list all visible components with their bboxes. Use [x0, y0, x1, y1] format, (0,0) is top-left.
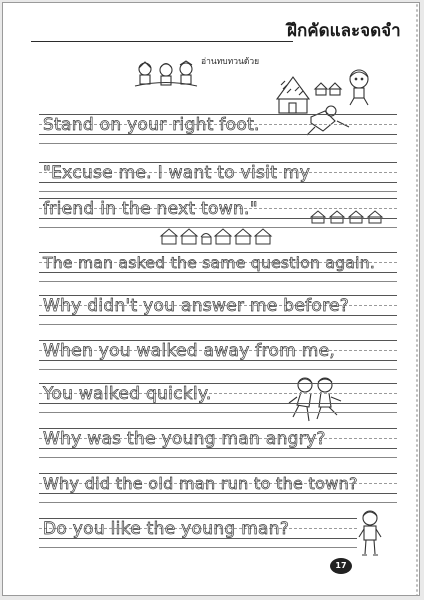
page-title: ฝึกคัดและจดจำ [287, 21, 401, 41]
practice-row [39, 428, 397, 458]
practice-row [39, 198, 397, 228]
trace-sentence: You walked quickly. [43, 384, 212, 404]
trace-sentence: Why did the old man run to the town? [43, 474, 358, 493]
trace-sentence: Do you like the young man? [43, 519, 290, 539]
practice-row [39, 252, 397, 282]
trace-sentence: The man asked the same question again. [43, 254, 376, 272]
practice-row [39, 114, 397, 144]
page-subtitle: อ่านทบทวนด้วย [201, 57, 260, 67]
worksheet-page [2, 2, 420, 596]
trace-sentence: Why was the young man angry? [43, 429, 326, 449]
practice-row [39, 340, 397, 370]
practice-row [39, 162, 397, 192]
trace-sentence: Stand on your right foot. [43, 115, 260, 135]
page-number-badge: 17 [330, 558, 352, 574]
practice-row [39, 383, 397, 413]
trace-sentence: friend in the next town." [43, 199, 258, 219]
page-edge-dots [415, 3, 419, 595]
trace-sentence: "Excuse me. I want to visit my [43, 163, 311, 183]
young-man-illustration [357, 509, 383, 557]
practice-row [39, 295, 397, 325]
houses-row-illustration [159, 227, 279, 247]
practice-row [39, 473, 397, 503]
trace-sentence: When you walked away from me, [43, 341, 336, 361]
toy-group-illustration [133, 59, 199, 89]
practice-row [39, 518, 357, 548]
trace-sentence: Why didn't you answer me before? [43, 296, 350, 316]
title-rule [31, 41, 293, 42]
